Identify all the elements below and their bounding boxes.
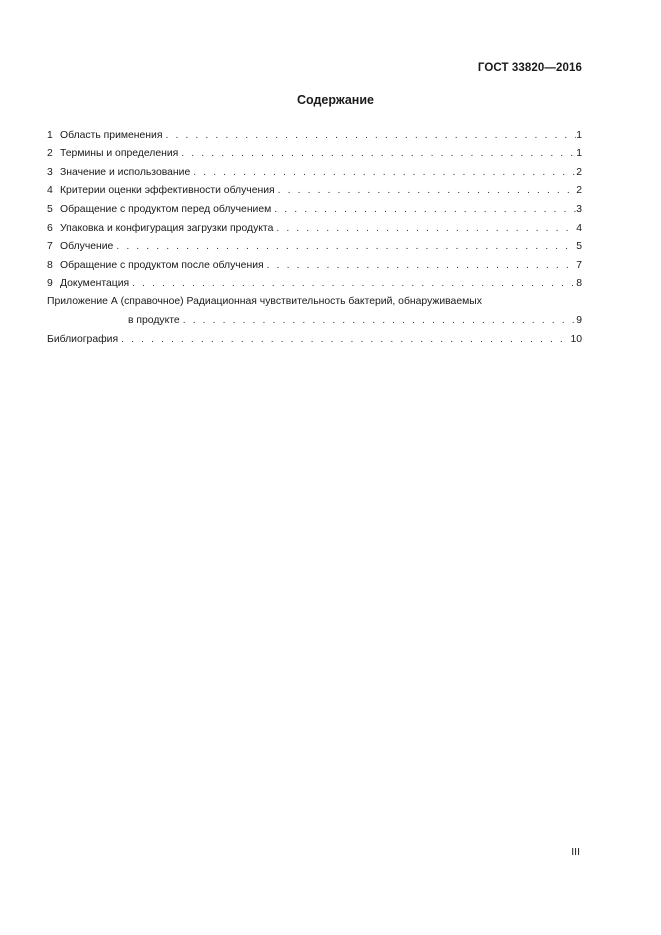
toc-item[interactable] bbox=[47, 272, 582, 291]
toc-item-label: Обращение с продуктом перед облучением bbox=[60, 203, 272, 215]
dot-leader bbox=[121, 334, 570, 346]
page-number: III bbox=[571, 846, 580, 858]
toc-item[interactable] bbox=[47, 235, 582, 254]
toc-item[interactable] bbox=[47, 142, 582, 161]
dot-leader bbox=[183, 315, 577, 327]
toc-bibliography-page: 10 bbox=[570, 333, 582, 345]
dot-leader bbox=[276, 223, 576, 235]
toc-item-label: Значение и использование bbox=[60, 166, 191, 178]
toc-item-number: 9 bbox=[47, 278, 53, 290]
toc-item-label: Обращение с продуктом после облучения bbox=[60, 259, 264, 271]
toc-bibliography-label: Библиография bbox=[47, 333, 119, 345]
toc-item-label: Критерии оценки эффективности облучения bbox=[60, 185, 275, 197]
toc-item-page: 8 bbox=[576, 278, 582, 290]
toc-item-number: 2 bbox=[47, 148, 53, 160]
toc-item-label: Облучение bbox=[60, 241, 114, 253]
toc-item-label: Документация bbox=[60, 278, 130, 290]
toc-annex-page: 9 bbox=[576, 314, 582, 326]
toc-item[interactable] bbox=[47, 197, 582, 216]
toc-item-number: 7 bbox=[47, 241, 53, 253]
toc-item-label: Область применения bbox=[60, 129, 163, 141]
toc-annex-continuation[interactable] bbox=[47, 308, 582, 327]
dot-leader bbox=[278, 185, 577, 197]
dot-leader bbox=[181, 148, 576, 160]
toc-item-number: 1 bbox=[47, 129, 53, 141]
toc-item-number: 3 bbox=[47, 166, 53, 178]
dot-leader bbox=[165, 130, 576, 142]
toc-item[interactable] bbox=[47, 160, 582, 179]
toc-item-page: 7 bbox=[576, 259, 582, 271]
toc-item-number: 8 bbox=[47, 259, 53, 271]
toc-item-page: 3 bbox=[576, 203, 582, 215]
toc-item-page: 4 bbox=[576, 222, 582, 234]
toc-item[interactable] bbox=[47, 123, 582, 142]
dot-leader bbox=[116, 241, 576, 253]
dot-leader bbox=[193, 167, 576, 179]
toc-annex-heading[interactable] bbox=[47, 290, 582, 308]
toc-annex-title-continued: в продукте bbox=[128, 314, 180, 326]
toc-item[interactable] bbox=[47, 216, 582, 235]
toc-item[interactable] bbox=[47, 253, 582, 272]
toc-item-number: 6 bbox=[47, 222, 53, 234]
dot-leader bbox=[132, 278, 576, 290]
table-of-contents bbox=[47, 123, 582, 346]
toc-bibliography[interactable] bbox=[47, 327, 582, 346]
toc-item-page: 1 bbox=[576, 129, 582, 141]
toc-item-page: 1 bbox=[576, 148, 582, 160]
toc-item-page: 5 bbox=[576, 241, 582, 253]
dot-leader bbox=[274, 204, 576, 216]
document-code: ГОСТ 33820—2016 bbox=[477, 62, 582, 74]
toc-title: Содержание bbox=[296, 93, 374, 107]
toc-annex-title: Приложение А (справочное) Радиационная чувствительность бактерий, обнаруживаемых bbox=[47, 296, 482, 308]
toc-item-number: 5 bbox=[47, 203, 53, 215]
toc-item-number: 4 bbox=[47, 185, 53, 197]
dot-leader bbox=[267, 260, 577, 272]
toc-item-label: Упаковка и конфигурация загрузки продукта bbox=[60, 222, 274, 234]
toc-item-label: Термины и определения bbox=[60, 148, 179, 160]
toc-item[interactable] bbox=[47, 179, 582, 198]
toc-item-page: 2 bbox=[576, 185, 582, 197]
toc-item-page: 2 bbox=[576, 166, 582, 178]
